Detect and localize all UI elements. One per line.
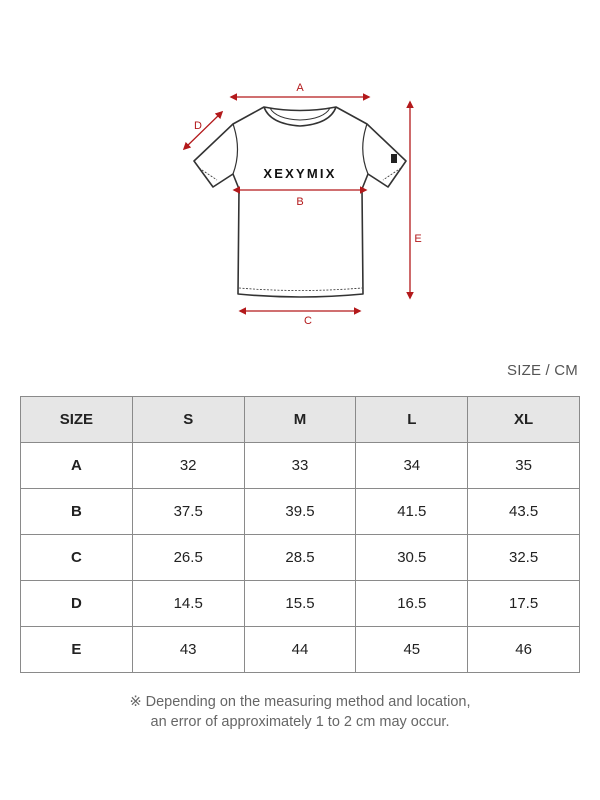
note-line-2: an error of approximately 1 to 2 cm may occur. xyxy=(150,714,450,730)
sleeve-tag xyxy=(391,154,397,163)
measure-d-label: D xyxy=(194,120,202,132)
row-label: C xyxy=(21,535,133,581)
table-cell: 30.5 xyxy=(356,535,468,581)
table-row xyxy=(21,489,580,535)
table-cell: 34 xyxy=(356,443,468,489)
table-cell: 15.5 xyxy=(244,581,356,627)
table-cell: 35 xyxy=(468,443,580,489)
table-cell: 37.5 xyxy=(132,489,244,535)
row-label: E xyxy=(21,627,133,673)
table-cell: 14.5 xyxy=(132,581,244,627)
table-row xyxy=(21,443,580,489)
column-header: S xyxy=(132,397,244,443)
table-cell: 26.5 xyxy=(132,535,244,581)
table-cell: 39.5 xyxy=(244,489,356,535)
row-label: A xyxy=(21,443,133,489)
row-label: D xyxy=(21,581,133,627)
column-header: L xyxy=(356,397,468,443)
note-line-1: ※ Depending on the measuring method and location, xyxy=(129,694,471,710)
table-cell: 45 xyxy=(356,627,468,673)
column-header: SIZE xyxy=(21,397,133,443)
unit-label: SIZE / CM xyxy=(507,362,578,379)
row-label: B xyxy=(21,489,133,535)
table-header-row xyxy=(21,397,580,443)
table-row xyxy=(21,627,580,673)
column-header: XL xyxy=(468,397,580,443)
table-cell: 33 xyxy=(244,443,356,489)
brand-logo: XEXYMIX xyxy=(263,166,337,181)
table-cell: 32 xyxy=(132,443,244,489)
measure-e-label: E xyxy=(414,233,422,245)
table-cell: 43 xyxy=(132,627,244,673)
table-cell: 44 xyxy=(244,627,356,673)
table-row xyxy=(21,535,580,581)
table-cell: 32.5 xyxy=(468,535,580,581)
size-table xyxy=(20,396,580,673)
table-row xyxy=(21,581,580,627)
table-cell: 46 xyxy=(468,627,580,673)
table-cell: 41.5 xyxy=(356,489,468,535)
measure-c-label: C xyxy=(304,315,312,327)
table-cell: 28.5 xyxy=(244,535,356,581)
table-cell: 17.5 xyxy=(468,581,580,627)
measurement-note xyxy=(0,692,600,732)
measure-b-label: B xyxy=(296,196,304,208)
tshirt-diagram xyxy=(0,0,600,340)
table-cell: 43.5 xyxy=(468,489,580,535)
measure-a-label: A xyxy=(296,82,304,94)
table-cell: 16.5 xyxy=(356,581,468,627)
column-header: M xyxy=(244,397,356,443)
